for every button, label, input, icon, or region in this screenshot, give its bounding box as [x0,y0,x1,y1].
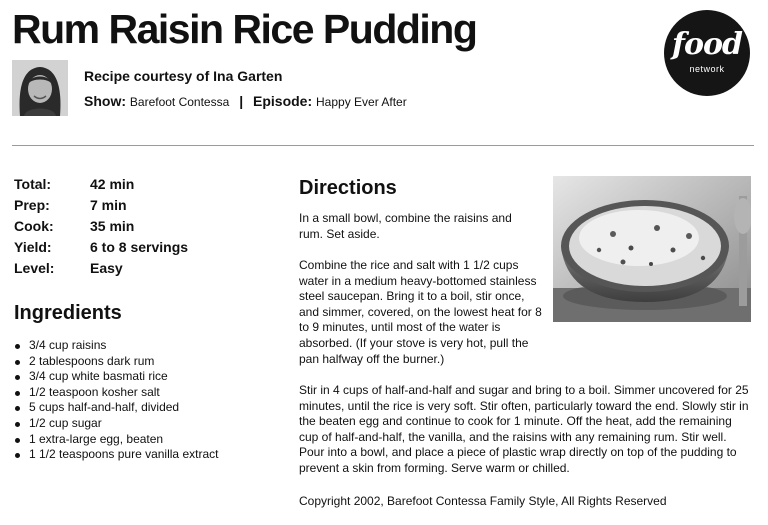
meta-label: Cook: [14,218,54,234]
meta-value: 42 min [90,176,135,192]
meta-total [14,176,188,197]
show-separator: | [239,93,244,109]
meta-level [14,260,188,281]
meta-label: Yield: [14,239,52,255]
ingredient-item: 2 tablespoons dark rum [14,354,218,370]
direction-step-1: In a small bowl, combine the raisins and rum. Set aside. [299,211,512,241]
direction-step-2: Combine the rice and salt with 1 1/2 cups water in a medium heavy-bottomed stainless steel saucepan. Bring it to a boil, stir once, and simmer, covered, on the lowest heat for 8 to 9 minutes, until most of the water is absorbed. (If your stove is very hot, pull the pan halfway off the burner.) [299,258,542,366]
recipe-credit: Recipe courtesy of Ina Garten [84,68,283,84]
direction-step-3: Stir in 4 cups of half-and-half and sugar and bring to a boil. Simmer uncovered for 25 minutes, until the rice is very soft. Stir often, particularly toward the end. Slowly stir in the beaten egg and continue to cook for 1 minute. Off the heat, add the remaining cup of half-and-half, the vanilla, and the raisins with any remaining rum. Stir well. Pour into a bowl, and place a piece of plastic wrap directly on top of the pudding to prevent a skin from forming. Serve warm or chilled. [299,383,749,475]
ingredient-item: 1 1/2 teaspoons pure vanilla extract [14,447,218,463]
chef-avatar [12,60,68,116]
meta-value: 35 min [90,218,135,234]
episode-label: Episode: [253,93,313,109]
pudding-photo [553,176,751,322]
meta-prep [14,197,188,218]
meta-value: Easy [90,260,123,276]
copyright-notice: Copyright 2002, Barefoot Contessa Family Style, All Rights Reserved [299,494,667,508]
logo-wordmark: food [672,27,742,62]
ingredient-item: 1/2 cup sugar [14,416,218,432]
episode-name: Happy Ever After [316,95,407,109]
show-label: Show: [84,93,126,109]
show-name: Barefoot Contessa [129,95,230,109]
recipe-title: Rum Raisin Rice Pudding [12,6,477,52]
meta-value: 7 min [90,197,127,213]
meta-label: Total: [14,176,52,192]
meta-label: Level: [14,260,55,276]
directions-heading: Directions [299,177,397,199]
meta-cook [14,218,188,239]
show-episode-line [84,93,407,109]
ingredient-item: 3/4 cup white basmati rice [14,369,218,385]
ingredient-item: 1/2 teaspoon kosher salt [14,385,218,401]
food-network-logo [664,10,750,96]
meta-yield [14,239,188,260]
header-divider [12,145,754,146]
ingredient-item: 5 cups half-and-half, divided [14,400,218,416]
ingredients-heading: Ingredients [14,302,122,324]
ingredients-list [14,338,218,463]
ingredient-item: 3/4 cup raisins [14,338,218,354]
recipe-meta [14,176,188,281]
meta-value: 6 to 8 servings [90,239,189,255]
logo-subtext: network [689,64,725,74]
meta-label: Prep: [14,197,50,213]
ingredient-item: 1 extra-large egg, beaten [14,432,218,448]
